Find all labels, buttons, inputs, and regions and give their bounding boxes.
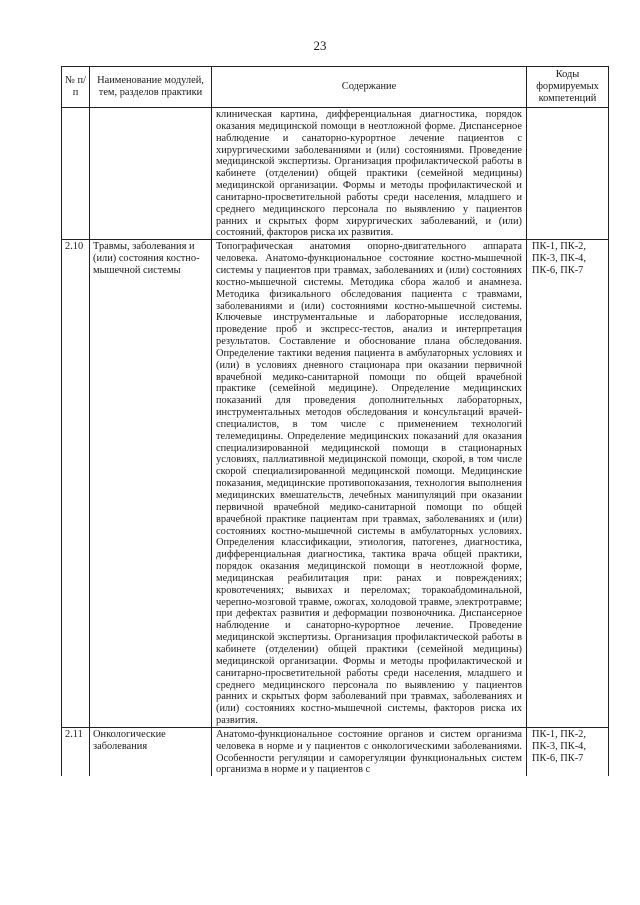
row-name: Травмы, заболевания и (или) состояния костно-мышечной системы [90,240,212,728]
table-header-row [62,67,609,108]
practice-content-table [61,66,609,776]
row-name: Онкологические заболевания [90,727,212,776]
header-content: Содержание [212,67,527,108]
row-codes [527,108,609,240]
row-num [62,108,90,240]
page-number: 23 [313,38,327,53]
table-row [62,108,609,240]
header-num: № п/п [62,67,90,108]
row-content: Анатомо-функциональное состояние органов и систем организма человека в норме и у пациентов с онкологическими заболеваниями. Особенности регуляции и саморегуляции функциональных систем организма в норме и у пациентов с [212,727,527,776]
row-codes: ПК-1, ПК-2, ПК-3, ПК-4, ПК-6, ПК-7 [527,727,609,776]
table-row [62,727,609,776]
table-row [62,240,609,728]
row-codes: ПК-1, ПК-2, ПК-3, ПК-4, ПК-6, ПК-7 [527,240,609,728]
row-content: клиническая картина, дифференциальная диагностика, порядок оказания медицинской помощи в неотложной форме. Диспансерное наблюдение и санаторно-курортное лечение пациентов с хирургическими заболеваниями и (или) состояниями. Проведение медицинской экспертизы. Организация профилактической работы в кабинете (отделении) общей практики (семейной медицины) медицинской организации. Формы и методы профилактической и санитарно-просветительной работы среди населения, младшего и среднего медицинского персонала по выявлению у пациентов ранних и скрытых форм хирургических заболеваний, и (или) состояний, факторов риска их развития. [212,108,527,240]
row-name [90,108,212,240]
row-num: 2.10 [62,240,90,728]
header-name: Наименование модулей, тем, разделов практики [90,67,212,108]
header-codes: Коды формируемых компетенций [527,67,609,108]
row-num: 2.11 [62,727,90,776]
row-content: Топографическая анатомия опорно-двигательного аппарата человека. Анатомо-функциональное состояние костно-мышечной системы у пациентов при травмах, заболеваниях и (или) состояниях костно-мышечной системы. Методика сбора жалоб и анамнеза. Методика физикального обследования пациента с травмами, заболеваниями и (или) состояниями костно-мышечной системы. Ключевые инструментальные и лабораторные исследования, проведение проб и экспресс-тестов, анализ и интерпретация результатов. Составление и обоснование плана обследования. Определение тактики ведения пациента в амбулаторных условиях и (или) в условиях дневного стационара при оказании первичной врачебной медико-санитарной помощи по общей врачебной практике (семейной медицине). Определение медицинских показаний для проведения дополнительных лабораторных, инструментальных методов обследования и консультаций врачей-специалистов, в том числе с применением технологий телемедицины. Определение медицинских показаний для оказания специализированной медицинской помощи в стационарных условиях, паллиативной медицинской помощи, скорой, в том числе скорой специализированной медицинской помощи. Медицинские показания, медицинские противопоказания, технология выполнения медицинских вмешательств, лечебных манипуляций при оказании первичной врачебной медико-санитарной помощи по общей врачебной практике пациентам при травмах, заболеваниях и (или) состояниях костно-мышечной системы в амбулаторных условиях. Определения классификации, этиология, патогенез, диагностика, дифференциальная диагностика, тактика врача общей практики, порядок оказания медицинской помощи в неотложной форме, медицинская реабилитация при: ранах и повреждениях; кровотечениях; вывихах и переломах; торакоабдоминальной, черепно-мозговой травме, ожогах, холодовой травме, электротравме; при дефектах развития и деформации позвоночника. Диспансерное наблюдение и санаторно-курортное лечение. Проведение медицинской экспертизы. Организация профилактической работы в кабинете (отделении) общей практики (семейной медицины) медицинской организации. Формы и методы профилактической и санитарно-просветительной работы среди населения, младшего и среднего медицинского персонала по выявлению у пациентов ранних и скрытых форм заболеваний при травмах, заболеваниях и (или) состояниях костно-мышечной системы, факторов риска их развития. [212,240,527,728]
